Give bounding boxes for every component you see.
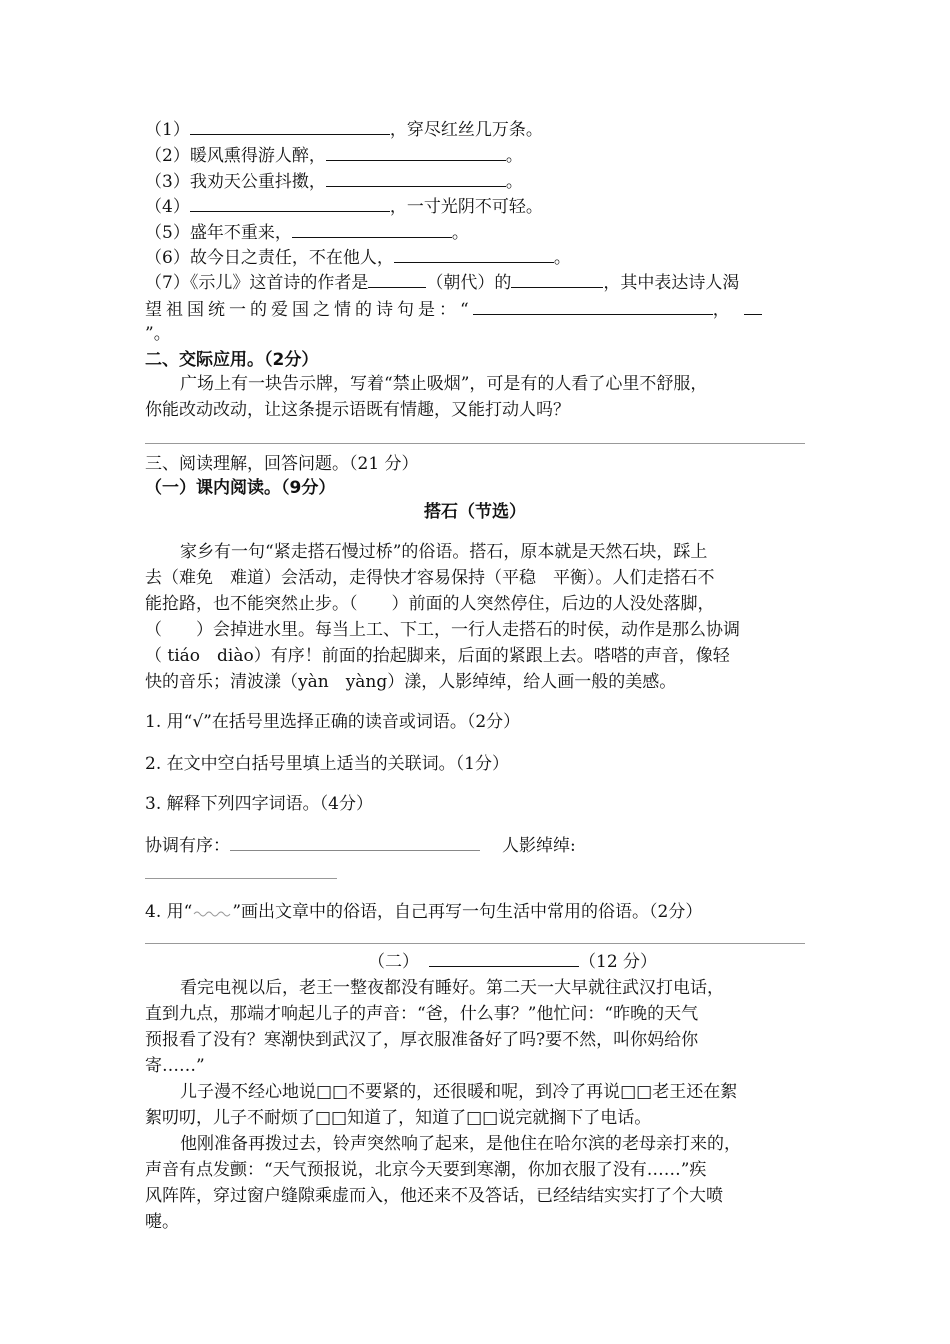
- fill-line-6: [145, 246, 571, 270]
- fill-line-7: [145, 271, 739, 295]
- part-2-label: （二）: [368, 952, 419, 972]
- passage-line-6: 快的音乐；清波漾（yàn yàng）漾，人影绰绰，给人画一般的美感。: [145, 672, 677, 692]
- section-3-title: 三、阅读理解，回答问题。（21 分）: [145, 454, 419, 474]
- article-line-10: 嚏。: [145, 1212, 179, 1232]
- answer-line-section-2[interactable]: [145, 443, 805, 444]
- question-3-term-2: 人影绰绰:: [502, 836, 576, 856]
- answer-line-question-4[interactable]: [145, 943, 805, 944]
- passage-line-2: 去（难免 难道）会活动，走得快才容易保持（平稳 平衡）。人们走搭石不: [145, 568, 715, 588]
- fill-line-2-head: （2）暖风熏得游人醉，: [145, 146, 326, 166]
- answer-blank-part-2-title[interactable]: [429, 950, 579, 967]
- article-line-3: 预报看了没有？寒潮快到武汉了，厚衣服准备好了吗?要不然，叫你妈给你: [145, 1030, 699, 1050]
- article-line-4: 寄……”: [145, 1056, 205, 1076]
- fill-line-6-head: （6）故今日之责任，不在他人，: [145, 248, 394, 268]
- fill-line-2: [145, 144, 523, 168]
- passage-title: 搭石（节选）: [424, 502, 526, 522]
- section-2-paragraph-line-1: 广场上有一块告示牌，写着“禁止吸烟”，可是有的人看了心里不舒服，: [180, 374, 708, 394]
- fill-line-5-head: （5）盛年不重来，: [145, 223, 292, 243]
- part-2-score: （12 分）: [579, 952, 658, 972]
- fill-line-7-part-a: （7）《示儿》这首诗的作者是: [145, 273, 369, 293]
- article-line-8: 声音有点发颤：“天气预报说，北京今天要到寒潮，你加衣服了没有……”疾: [145, 1160, 707, 1180]
- fill-line-7-line2-tail: ，: [712, 300, 734, 320]
- question-4-part-a: 4. 用“: [145, 902, 193, 922]
- answer-blank-author[interactable]: [511, 271, 603, 288]
- answer-blank-6[interactable]: [394, 246, 554, 263]
- fill-line-1-tail: ，穿尽红丝几万条。: [389, 120, 543, 140]
- section-3-subsection-1: （一）课内阅读。（9分）: [145, 478, 336, 498]
- answer-blank-3[interactable]: [326, 170, 506, 187]
- article-line-9: 风阵阵，穿过窗户缝隙乘虚而入，他还来不及答话，已经结结实实打了个大喷: [145, 1186, 723, 1206]
- section-2-title: 二、交际应用。（2分）: [145, 350, 319, 370]
- fill-line-5-tail: 。: [451, 223, 469, 243]
- wavy-underline-icon: [192, 908, 232, 918]
- passage-line-3: 能抢路，也不能突然止步。（ ）前面的人突然停住，后边的人没处落脚，: [145, 594, 715, 614]
- question-3-term-1: 协调有序：: [145, 836, 230, 856]
- answer-blank-poem-line[interactable]: [473, 298, 713, 315]
- fill-line-4-tail: ，一寸光阴不可轻。: [389, 197, 543, 217]
- question-3-answers: [145, 834, 576, 858]
- answer-blank-term-1[interactable]: [230, 834, 480, 851]
- fill-line-4: [145, 195, 543, 219]
- fill-line-3-tail: 。: [505, 172, 523, 192]
- article-line-6: 絮叨叨，儿子不耐烦了□□知道了，知道了□□说完就搁下了电话。: [145, 1108, 652, 1128]
- fill-line-7-continued: [145, 298, 762, 322]
- article-line-5: 儿子漫不经心地说□□不要紧的，还很暖和呢，到冷了再说□□老王还在絮: [180, 1082, 738, 1102]
- fill-line-4-number: （4）: [145, 197, 190, 217]
- article-line-7: 他刚准备再拨过去，铃声突然响了起来，是他住在哈尔滨的老母亲打来的，: [180, 1134, 741, 1154]
- passage-line-5: （ tiáo diào）有序！前面的抬起脚来，后面的紧跟上去。嗒嗒的声音，像轻: [145, 646, 730, 666]
- part-2-heading: [368, 950, 657, 974]
- question-4: [145, 900, 702, 924]
- answer-blank-dynasty[interactable]: [368, 271, 426, 288]
- fill-line-7-closing: ”。: [145, 324, 171, 344]
- answer-blank-4[interactable]: [190, 195, 390, 212]
- passage-line-1: 家乡有一句“紧走搭石慢过桥”的俗语。搭石，原本就是天然石块，踩上: [180, 542, 708, 562]
- section-2-paragraph-line-2: 你能改动改动，让这条提示语既有情趣，又能打动人吗？: [145, 400, 570, 420]
- answer-line-term-2[interactable]: [145, 878, 337, 879]
- answer-blank-poem-line-2[interactable]: [744, 298, 762, 315]
- answer-blank-1[interactable]: [190, 118, 390, 135]
- fill-line-3-head: （3）我劝天公重抖擞，: [145, 172, 326, 192]
- fill-line-6-tail: 。: [553, 248, 571, 268]
- fill-line-1-number: （1）: [145, 120, 190, 140]
- fill-line-2-tail: 。: [505, 146, 523, 166]
- article-line-1: 看完电视以后，老王一整夜都没有睡好。第二天一大早就往武汉打电话，: [180, 978, 724, 998]
- question-4-part-b: ”画出文章中的俗语，自己再写一句生活中常用的俗语。（2分）: [232, 902, 703, 922]
- fill-line-1: [145, 118, 543, 142]
- question-1: 1. 用“√”在括号里选择正确的读音或词语。（2分）: [145, 712, 521, 732]
- fill-line-7-part-c: ，其中表达诗人渴: [603, 273, 740, 293]
- answer-blank-5[interactable]: [292, 221, 452, 238]
- question-2: 2. 在文中空白括号里填上适当的关联词。（1分）: [145, 754, 509, 774]
- fill-line-5: [145, 221, 469, 245]
- passage-line-4: （ ）会掉进水里。每当上工、下工，一行人走搭石的时侯，动作是那么协调: [145, 620, 740, 640]
- article-line-2: 直到九点，那端才响起儿子的声音：“爸，什么事？”他忙问：“昨晚的天气: [145, 1004, 699, 1024]
- fill-line-3: [145, 170, 523, 194]
- fill-line-7-part-b: （朝代）的: [426, 273, 512, 293]
- question-3: 3. 解释下列四字词语。（4分）: [145, 794, 373, 814]
- fill-line-7-line2: 望祖国统一的爱国之情的诗句是：“: [145, 300, 473, 320]
- answer-blank-2[interactable]: [326, 144, 506, 161]
